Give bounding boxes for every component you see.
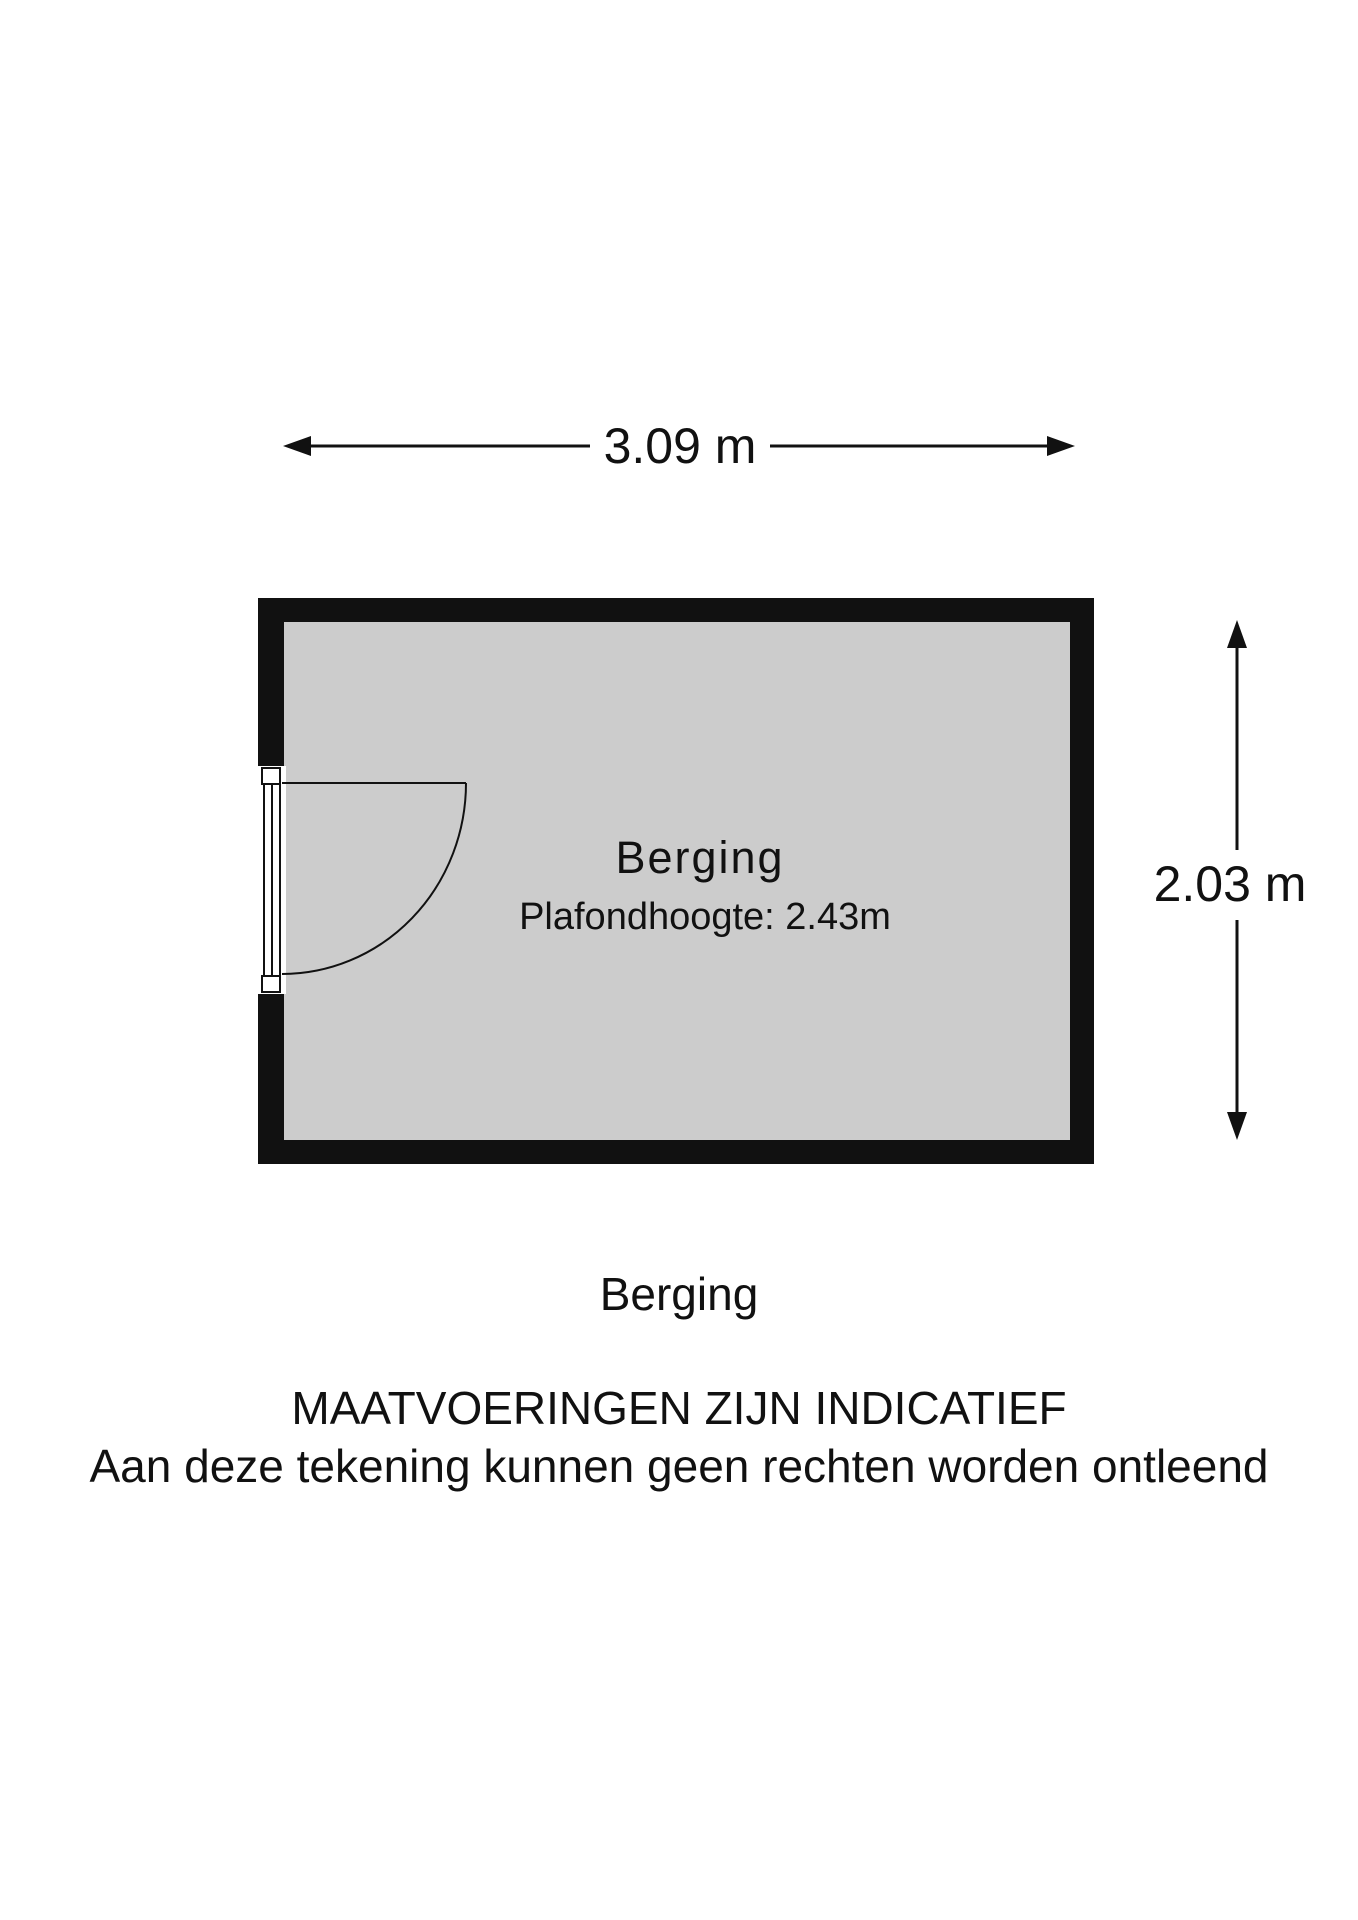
width-dimension-label: 3.09 m (600, 416, 760, 476)
arrowhead-up-icon (1227, 620, 1247, 648)
arrowhead-down-icon (1227, 1112, 1247, 1140)
floor-caption: Berging (599, 1268, 759, 1320)
ceiling-height-label: Plafondhoogte: 2.43m (519, 896, 891, 938)
arrowhead-right-icon (1047, 436, 1075, 456)
door-opening (256, 766, 286, 994)
disclaimer-heading: MAATVOERINGEN ZIJN INDICATIEF (291, 1382, 1067, 1434)
height-dimension-label: 2.03 m (1150, 854, 1310, 914)
disclaimer-text: Aan deze tekening kunnen geen rechten worden ontleend (89, 1440, 1269, 1492)
arrowhead-left-icon (283, 436, 311, 456)
room-name-label: Berging (615, 832, 785, 883)
